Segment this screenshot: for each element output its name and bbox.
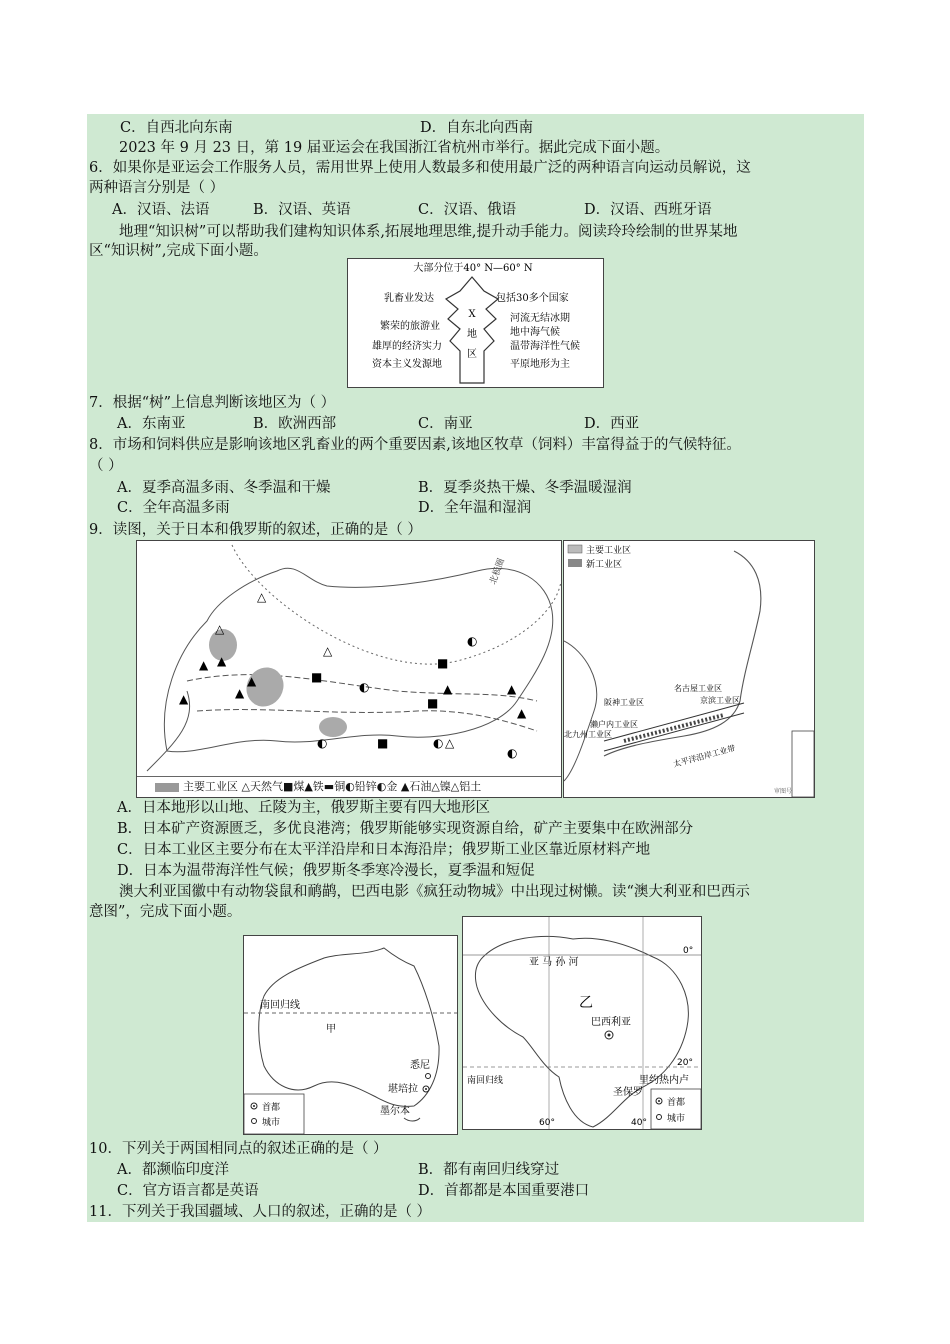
brazil-rio: 里约热内卢 [639,1075,689,1086]
tree-trunk-0: X [468,309,476,320]
svg-text:▲: ▲ [217,654,227,668]
japan-label-nagoya: 名古屋工业区 [674,684,722,693]
svg-text:▲: ▲ [199,658,209,672]
tree-left-1: 繁荣的旅游业 [380,321,440,332]
russia-map-legend [137,776,561,797]
svg-text:■: ■ [311,670,323,684]
tree-left-3: 资本主义发源地 [372,359,442,370]
intro-tree-line1: 地理“知识树”可以帮助我们建构知识体系,拓展地理思维,提升动手能力。阅读玲玲绘制的世界某地 [119,224,738,240]
tree-trunk-1: 地 [467,329,477,340]
q8-stem-line2: （ ） [89,458,123,474]
svg-text:▲: ▲ [507,682,517,696]
svg-text:▲: ▲ [235,686,245,700]
q6-option-b[interactable]: B．汉语、英语 [253,202,351,218]
q9-stem: 9．读图，关于日本和俄罗斯的叙述，正确的是（ ） [89,522,422,538]
q6-option-a[interactable]: A．汉语、法语 [112,202,210,218]
brazil-lon-40: 40° [631,1118,647,1128]
brazil-lon-60: 60° [539,1118,555,1128]
q7-option-a[interactable]: A．东南亚 [117,416,186,432]
svg-text:◐: ◐ [433,736,444,750]
tree-right-2: 地中海气候 [510,327,560,338]
aus-legend-city: 城市 [262,1118,281,1128]
aus-canberra: 堪培拉 [388,1084,418,1095]
brazil-lat-20: 20° [677,1058,693,1068]
q7-option-d[interactable]: D．西亚 [584,416,640,432]
japan-label-keihin: 京滨工业区 [700,696,740,705]
japan-label-pacific-belt: 太平洋沿岸工业带 [672,743,737,769]
brazil-amazon-river: 亚 马 孙 河 [529,957,579,968]
svg-text:◐: ◐ [507,746,518,760]
tree-right-0: 包括30多个国家 [496,293,569,304]
japan-label-setouchi: 濑户内工业区 [590,720,638,729]
q8-option-b[interactable]: B．夏季炎热干燥、冬季温暖湿润 [418,480,632,496]
q7-option-b[interactable]: B．欧洲西部 [253,416,337,432]
q10-option-a[interactable]: A．都濒临印度洋 [117,1162,229,1178]
svg-text:■: ■ [377,736,389,750]
arctic-circle-label: 北极圈 [488,557,508,587]
q8-option-a[interactable]: A．夏季高温多雨、冬季温和干燥 [117,480,331,496]
q5-option-c[interactable]: C．自西北向东南 [120,120,233,136]
brazil-saopaulo: 圣保罗 [613,1087,643,1098]
svg-text:■: ■ [427,696,439,710]
intro-asian-games: 2023 年 9 月 23 日，第 19 届亚运会在我国浙江省杭州市举行。据此完成下面小题。 [119,140,670,156]
svg-text:◐: ◐ [359,680,370,694]
q10-option-c[interactable]: C．官方语言都是英语 [117,1183,259,1199]
q7-stem: 7．根据“树”上信息判断该地区为（ ） [89,395,336,411]
q10-stem: 10．下列关于两国相同点的叙述正确的是（ ） [89,1141,388,1157]
japan-label-hanshin: 阪神工业区 [604,698,644,707]
q8-option-c[interactable]: C．全年高温多雨 [117,500,230,516]
intro-tree-line2: 区“知识树”,完成下面小题。 [89,243,268,259]
russia-resource-map [136,540,562,798]
tree-right-1: 河流无结冰期 [510,313,570,324]
intro-aus-brazil-line1: 澳大利亚国徽中有动物袋鼠和鸸鹋，巴西电影《疯狂动物城》中出现过树懒。读“澳大利亚和巴西示 [119,884,750,900]
svg-text:▲: ▲ [443,682,453,696]
japan-legend-new: 新工业区 [586,560,623,570]
industrial-zone-swatch [155,783,179,792]
q6-stem-line2: 两种语言分别是（ ） [89,180,225,196]
tree-left-2: 雄厚的经济实力 [372,341,442,352]
svg-text:△: △ [257,590,267,604]
tree-right-4: 平原地形为主 [510,359,570,370]
aus-legend-capital: 首都 [262,1103,281,1113]
svg-text:△: △ [215,622,225,636]
q6-option-c[interactable]: C．汉语、俄语 [418,202,517,218]
tree-trunk-2: 区 [467,349,477,360]
q9-option-c[interactable]: C．日本工业区主要分布在太平洋沿岸和日本海沿岸；俄罗斯工业区靠近原材料产地 [117,842,651,858]
q8-option-d[interactable]: D．全年温和湿润 [418,500,532,516]
aus-melbourne: 墨尔本 [380,1106,410,1117]
q9-option-d[interactable]: D．日本为温带海洋性气候；俄罗斯冬季寒冷漫长，夏季温和短促 [117,863,535,879]
tree-right-3: 温带海洋性气候 [510,341,580,352]
brazil-region-yi: 乙 [579,995,593,1011]
q9-option-a[interactable]: A．日本地形以山地、丘陵为主，俄罗斯主要有四大地形区 [117,800,490,816]
q7-option-c[interactable]: C．南亚 [418,416,473,432]
svg-text:▲: ▲ [179,692,189,706]
svg-text:▲: ▲ [247,674,257,688]
q5-option-d[interactable]: D．自东北向西南 [420,120,534,136]
brazil-capital-label: 巴西利亚 [591,1017,631,1028]
q10-option-b[interactable]: B．都有南回归线穿过 [418,1162,560,1178]
japan-map-credit: 审图号 [774,788,793,795]
svg-text:◐: ◐ [467,634,478,648]
japan-industry-map [563,540,815,798]
brazil-lat-0: 0° [683,946,694,956]
tree-top: 大部分位于40° N—60° N [413,263,533,274]
svg-text:◐: ◐ [317,736,328,750]
brazil-map [462,916,702,1130]
brazil-legend-capital: 首都 [667,1098,686,1108]
q9-option-b[interactable]: B．日本矿产资源匮乏，多优良港湾；俄罗斯能够实现资源自给，矿产主要集中在欧洲部分 [117,821,694,837]
intro-aus-brazil-line2: 意图”，完成下面小题。 [89,904,242,920]
q6-option-d[interactable]: D．汉语、西班牙语 [584,202,712,218]
knowledge-tree-figure [347,258,604,388]
japan-label-kitakyushu: 北九州工业区 [564,730,612,739]
svg-text:▲: ▲ [517,706,527,720]
q10-option-d[interactable]: D．首都都是本国重要港口 [418,1183,590,1199]
q11-stem: 11．下列关于我国疆域、人口的叙述，正确的是（ ） [89,1204,432,1220]
brazil-legend-city: 城市 [667,1114,686,1124]
q8-stem-line1: 8．市场和饲料供应是影响该地区乳畜业的两个重要因素,该地区牧草（饲料）丰富得益于的气候特征。 [89,437,741,453]
aus-sydney: 悉尼 [410,1060,430,1071]
australia-map [243,935,458,1135]
q6-stem-line1: 6．如果你是亚运会工作服务人员，需用世界上使用人数最多和使用最广泛的两种语言向运动员解说，这 [89,160,751,176]
russia-legend-text: 主要工业区 △天然气■煤▲铁▬铜◐铅锌◐金 ▲石油△镍△铝土 [183,780,482,793]
japan-legend-main: 主要工业区 [586,546,632,556]
svg-text:△: △ [323,644,333,658]
svg-text:■: ■ [437,656,449,670]
tree-left-0: 乳畜业发达 [384,293,434,304]
aus-tropic-label: 南回归线 [260,1000,300,1011]
aus-region-jia: 甲 [326,1024,336,1035]
svg-text:△: △ [445,736,455,750]
brazil-tropic: 南回归线 [467,1076,504,1086]
